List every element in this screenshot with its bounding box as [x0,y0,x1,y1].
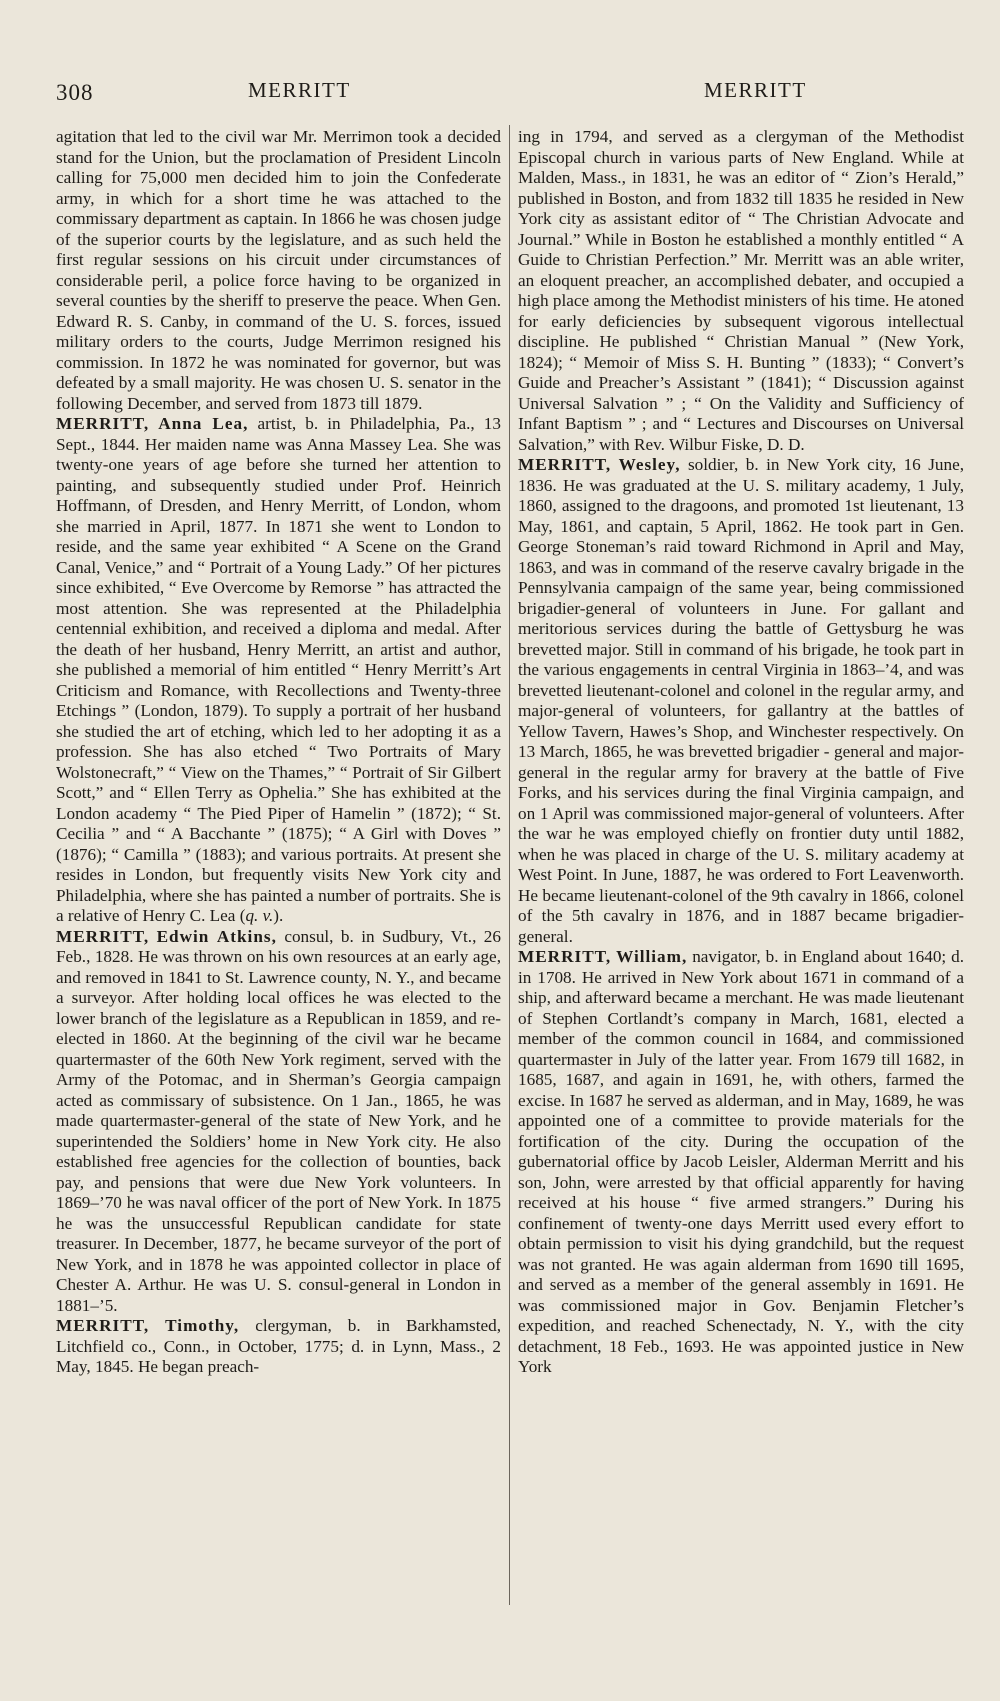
entry-text: navigator, b. in England about 1640; d. in 1708. He arrived in New York about 1671 in command of a ship, and afterward became a merchant. He was made lieutenant of Stephen Cortlandt’s company in March, 1681, elected a member of the common council in 1684, and commissioned quartermaster in July of the latter year. From 1679 till 1682, in 1685, 1687, and again in 1691, he, with others, farmed the excise. In 1687 he served as alderman, and in May, 1689, he was appointed one of a committee to provide materials for the fortification of the city. During the occupation of the gubernatorial office by Jacob Leisler, Alderman Merritt and his son, John, were arrested by that official apparently for having received at his house “ five armed strangers.” During his confinement of twenty-one days Merritt used every effort to obtain permission to visit his dying grandchild, but the request was not granted. He was again alderman from 1690 till 1695, and served as a member of the general assembly in 1691. He was commissioned major in Gov. Benjamin Fletcher’s expedition, and reached Schenectady, N. Y., with the city detachment, 18 Feb., 1693. He was appointed justice in New York [518,947,964,1376]
entry-given-name: Edwin Atkins, [156,926,277,946]
entry-surname: MERRITT, [518,455,612,474]
left-column [56,127,501,1378]
entry-anna-lea [56,414,501,927]
entry-surname: MERRITT, [56,1316,150,1335]
right-column [518,127,964,1378]
entry-timothy [56,1316,501,1378]
entry-surname: MERRITT, [518,947,612,966]
running-head-left: MERRITT [248,78,351,102]
continuation-paragraph: ing in 1794, and served as a clergyman of the Methodist Episcopal church in various parts of New England. While at Malden, Mass., in 1831, he was an editor of “ Zion’s Herald,” published in Boston, and from 1832 till 1835 he resided in New York city as assistant editor of “ The Christian Advocate and Journal.” While in Boston he established a monthly entitled “ A Guide to Christian Perfection.” Mr. Merritt was an able writer, an eloquent preacher, an accomplished debater, and occupied a high place among the Methodist ministers of his time. He atoned for early deficiencies by subsequent vigorous intellectual discipline. He published “ Christian Manual ” (New York, 1824); “ Memoir of Miss S. H. Bunting ” (1833); “ Convert’s Guide and Preacher’s Assistant ” (1841); “ Discussion against Universal Salvation ” ; “ On the Validity and Sufficiency of Infant Baptism ” ; and “ Lectures and Discourses on Universal Salvation,” with Rev. Wilbur Fiske, D. D. [518,127,964,454]
entry-edwin-atkins [56,927,501,1317]
entry-wesley [518,455,964,947]
entry-text: artist, b. in Philadelphia, Pa., 13 Sept., 1844. Her maiden name was Anna Massey Lea. She was twenty-one years of age before she turned her attention to painting, and subsequently studied under Prof. Heinrich Hoffmann, of Dresden, and Henry Merritt, of London, whom she married in April, 1877. In 1871 she went to London to reside, and the same year exhibited “ A Scene on the Grand Canal, Venice,” and “ Portrait of a Young Lady.” Of her pictures since exhibited, “ Eve Overcome by Remorse ” has attracted the most attention. She was represented at the Philadelphia centennial exhibition, and received a diploma and medal. After the death of her husband, Henry Merritt, an artist and author, she published a memorial of him entitled “ Henry Merritt’s Art Criticism and Romance, with Recollections and Twenty-three Etchings ” (London, 1879). To supply a portrait of her husband she studied the art of etching, which led to her adopting it as a profession. She has also etched “ Two Portraits of Mary Wolstonecraft,” “ View on the Thames,” “ Portrait of Sir Gilbert Scott,” and “ Ellen Terry as Ophelia.” She has exhibited at the London academy “ The Pied Piper of Hamelin ” (1872); “ St. Cecilia ” and “ A Bacchante ” (1875); “ A Girl with Doves ” (1876); “ Camilla ” (1883); and various portraits. At present she resides in London, but frequently visits New York city and Philadelphia, where she has painted a number of portraits. She is a relative of Henry C. Lea ( [56,414,501,925]
column-divider [509,125,510,1605]
continuation-paragraph: agitation that led to the civil war Mr. Merrimon took a decided stand for the Union, but the proclamation of President Lincoln calling for 75,000 men decided him to join the Confederate army, in which for a short time he was attached to the commissary department as captain. In 1866 he was chosen judge of the superior courts by the legislature, and as such held the first regular sessions on his circuit under circumstances of considerable peril, a police force having to be organized in several counties by the sheriff to preserve the peace. When Gen. Edward R. S. Canby, in command of the U. S. forces, issued military orders to the courts, Judge Merrimon resigned his commission. In 1872 he was nominated for governor, but was defeated by a small majority. He was chosen U. S. senator in the following December, and served from 1873 till 1879. [56,127,501,413]
entry-given-name: Anna Lea, [158,414,249,433]
entry-surname: MERRITT, [56,926,150,946]
entry-text: consul, b. in Sudbury, Vt., 26 Feb., 1828. He was thrown on his own resources at an early age, and removed in 1841 to St. Lawrence county, N. Y., and became a surveyor. After holding local offices he was elected to the lower branch of the legislature as a Republican in 1859, and re-elected in 1860. At the beginning of the civil war he became quartermaster of the 60th New York regiment, served with the Army of the Potomac, and in Sherman’s Georgia campaign acted as commissary of subsistence. On 1 Jan., 1865, he was made quartermaster-general of the state of New York, and he superintended the Soldiers’ home in New York city. He also established free agencies for the collection of bounties, back pay, and pensions that were due New York volunteers. In 1869–’70 he was naval officer of the port of New York. In 1875 he was the unsuccessful Republican candidate for state treasurer. In December, 1877, he became surveyor of the port of New York, and in 1878 he was appointed collector in place of Chester A. Arthur. He was U. S. consul-general in London in 1881–’5. [56,926,501,1315]
page-header [56,70,811,110]
entry-given-name: Timothy, [165,1316,240,1335]
cross-reference: q. v. [245,906,274,925]
entry-text: clergyman, b. in Barkhamsted, Litchfield co., Conn., in October, 1775; d. in Lynn, Mass., 2 May, 1845. He began preach- [56,1316,501,1376]
entry-given-name: William, [616,947,688,966]
entry-william [518,947,964,1378]
entry-text: soldier, b. in New York city, 16 June, 1836. He was graduated at the U. S. military academy, 1 July, 1860, assigned to the dragoons, and promoted 1st lieutenant, 13 May, 1861, and captain, 5 April, 1862. He took part in Gen. George Stoneman’s raid toward Richmond in April and May, 1863, and was in command of the reserve cavalry brigade in the Pennsylvania campaign of the same year, being commissioned brigadier-general of volunteers in June. For gallant and meritorious services during the battle of Gettysburg he was brevetted major. Still in command of his brigade, he took part in the various engagements in central Virginia in 1863–’4, and was brevetted lieutenant-colonel and colonel in the regular army, and major-general of volunteers, for gallantry at the battles of Yellow Tavern, Hawes’s Shop, and Winchester respectively. On 13 March, 1865, he was brevetted brigadier - general and major-general in the regular army for bravery at the battle of Five Forks, and his services during the final Virginia campaign, and on 1 April was commissioned major-general of volunteers. After the war he was employed chiefly on frontier duty until 1882, when he was placed in charge of the U. S. military academy at West Point. In June, 1887, he was ordered to Fort Leavenworth. He became lieutenant-colonel of the 9th cavalry in 1866, colonel of the 5th cavalry in 1876, and in 1887 became brigadier-general. [518,455,964,946]
entry-surname: MERRITT, [56,414,150,433]
running-head-right: MERRITT [704,78,807,102]
page-number: 308 [56,80,94,105]
entry-text-end: ). [273,906,284,925]
entry-given-name: Wesley, [618,455,681,474]
